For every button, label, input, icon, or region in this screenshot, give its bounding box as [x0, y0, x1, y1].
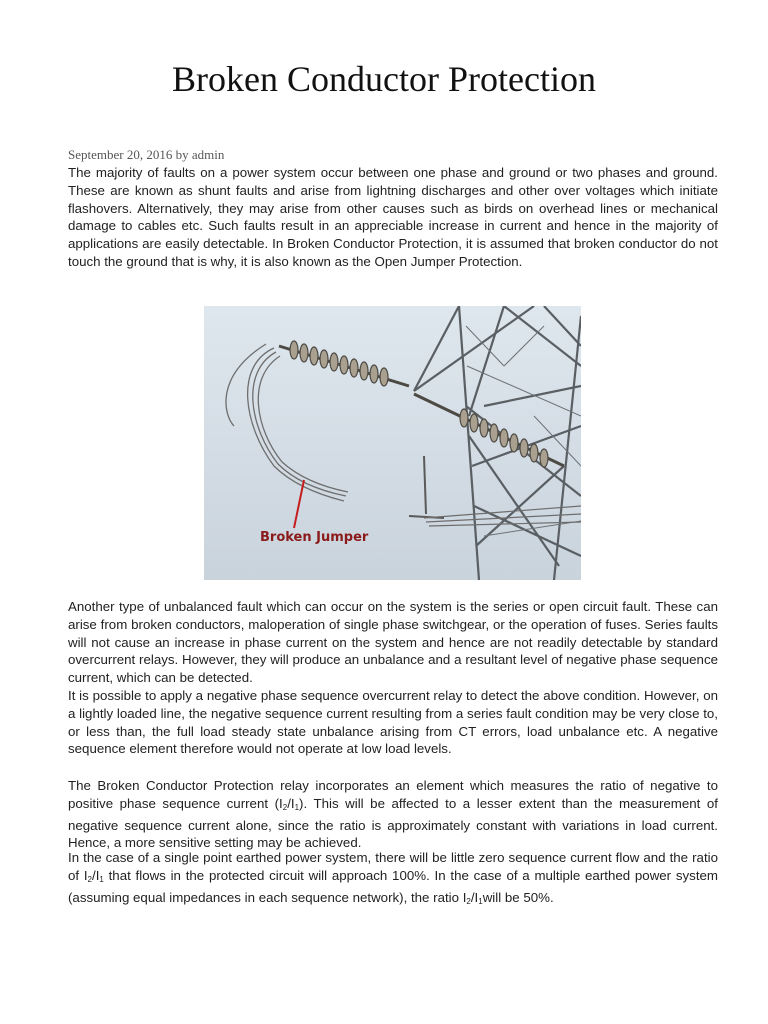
text-run: that flows in the protected circuit will approach 100%. In the case of a multiple earthed power system (assuming equal impedances in each sequence network), the ratio I [68, 867, 718, 905]
paragraph-negative-sequence: It is possible to apply a negative phase sequence overcurrent relay to detect the above condition. However, on a lightly loaded line, the negative sequence current resulting from a series fault condition may be very close to, or less than, the full load steady state unbalance arising from CT errors, load unbalance etc. A negative sequence element therefore would not operate at low load levels. [68, 688, 718, 757]
text-run: will be 50%. [482, 889, 554, 905]
text-run: /I [287, 795, 295, 811]
text-run: ). This will be affected to a lesser extent than the measurement of negative sequence current alone, since the ratio is approximately constant with variations in load current. Hence, a more sensitive setting may be achieved. [68, 795, 718, 851]
subscript: 2 [466, 896, 471, 906]
subscript: 1 [294, 802, 300, 812]
paragraph-ratio-relay [68, 777, 718, 852]
paragraph-earthed-system [68, 849, 718, 910]
post-meta: September 20, 2016 by admin [68, 147, 225, 162]
photo-caption: Broken Jumper [260, 530, 369, 545]
text-run: The Broken Conductor Protection relay incorporates an element which measures the ratio of negative to positive phase sequence current (I [68, 778, 718, 811]
broken-jumper-photo [204, 306, 581, 580]
subscript: 1 [478, 896, 483, 906]
subscript: 2 [282, 802, 288, 812]
subscript: 1 [99, 874, 104, 884]
text-run: In the case of a single point earthed power system, there will be little zero sequence current flow and the ratio of I [68, 850, 718, 883]
text-run: /I [470, 889, 479, 905]
paragraph-series-fault: Another type of unbalanced fault which can occur on the system is the series or open circuit fault. These can arise from broken conductors, maloperation of single phase switchgear, or the operation of fuses. Series faults will not cause an increase in phase current on the system and hence are not readily detectable by standard overcurrent relays. However, they will produce an unbalance and a resultant level of negative phase sequence current, which can be detected. [68, 599, 718, 686]
page-title: Broken Conductor Protection [172, 59, 596, 99]
paragraph-intro: The majority of faults on a power system occur between one phase and ground or two phases and ground. These are known as shunt faults and arise from lightning discharges and other over voltages which initiate flashovers. Alternatively, they may arise from other causes such as birds on overhead lines or mechanical damage to cables etc. Such faults result in an appreciable increase in current and hence in the majority of applications are easily detectable. In Broken Conductor Protection, it is assumed that broken conductor do not touch the ground that is why, it is also known as the Open Jumper Protection. [68, 165, 718, 269]
subscript: 2 [87, 874, 92, 884]
text-run: /I [92, 867, 100, 883]
